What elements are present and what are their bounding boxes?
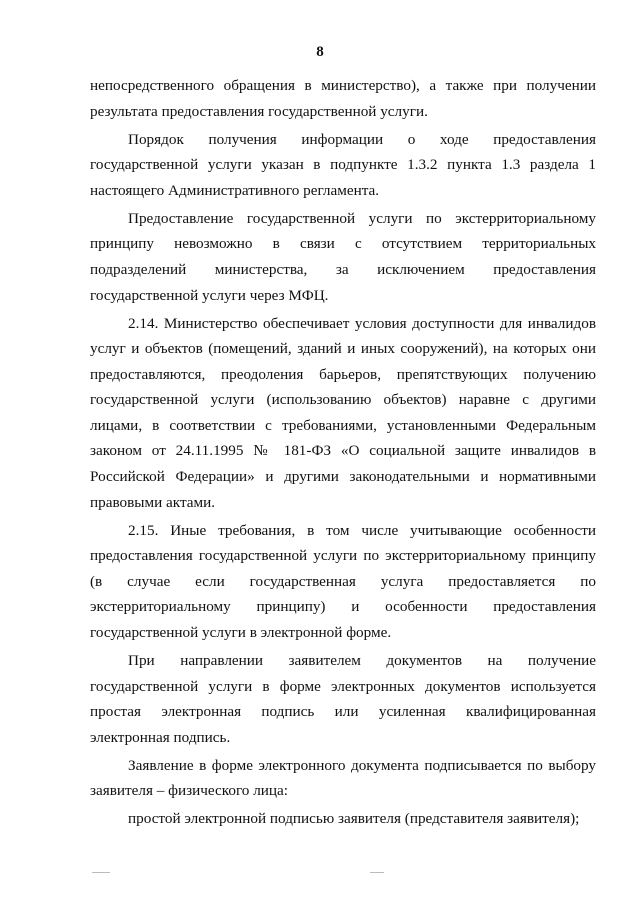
document-body [90, 73, 596, 834]
paragraph-simple-signature: простой электронной подписью заявителя (представителя заявителя); [128, 810, 580, 828]
paragraph-2-15: 2.15. Иные требования, в том числе учитывающие особенности предоставления государственной услуги по экстерриториальному принципу (в случае если государственная услуга предоставляется по экстерриториальному принципу) и особенности предоставления государственной услуги в электронной форме. [90, 521, 596, 642]
page-number: 8 [316, 44, 324, 60]
paragraph-extraterritorial: Предоставление государственной услуги по экстерриториальному принципу невозможно в связи с отсутствием территориальных подразделений министерства, за исключением предоставления государственной услуги через МФЦ. [90, 209, 596, 304]
scan-artifact-left [92, 872, 110, 873]
scan-artifact-right [370, 872, 384, 873]
paragraph-continuation: непосредственного обращения в министерство), а также при получении результата предоставления государственной услуги. [90, 77, 596, 120]
paragraph-electronic-signature: При направлении заявителем документов на получение государственной услуги в форме электронных документов используется простая электронная подпись или усиленная квалифицированная электронная подпись. [90, 652, 596, 746]
paragraph-application-signing: Заявление в форме электронного документа подписывается по выбору заявителя – физического лица: [90, 756, 596, 800]
paragraph-2-14: 2.14. Министерство обеспечивает условия доступности для инвалидов услуг и объектов (помещений, зданий и иных сооружений), на которых они предоставляются, преодоления барьеров, препятствующих получению государственной услуги (использованию объектов) наравне с другими лицами, в соответствии с требованиями, установленными Федеральным законом от 24.11.1995 № 181-ФЗ «О социальной защите инвалидов в Российской Федерации» и другими законодательными и нормативными правовыми актами. [90, 314, 596, 511]
paragraph-info-procedure: Порядок получения информации о ходе предоставления государственной услуги указан в подпункте 1.3.2 пункта 1.3 раздела 1 настоящего Административного регламента. [90, 130, 596, 199]
